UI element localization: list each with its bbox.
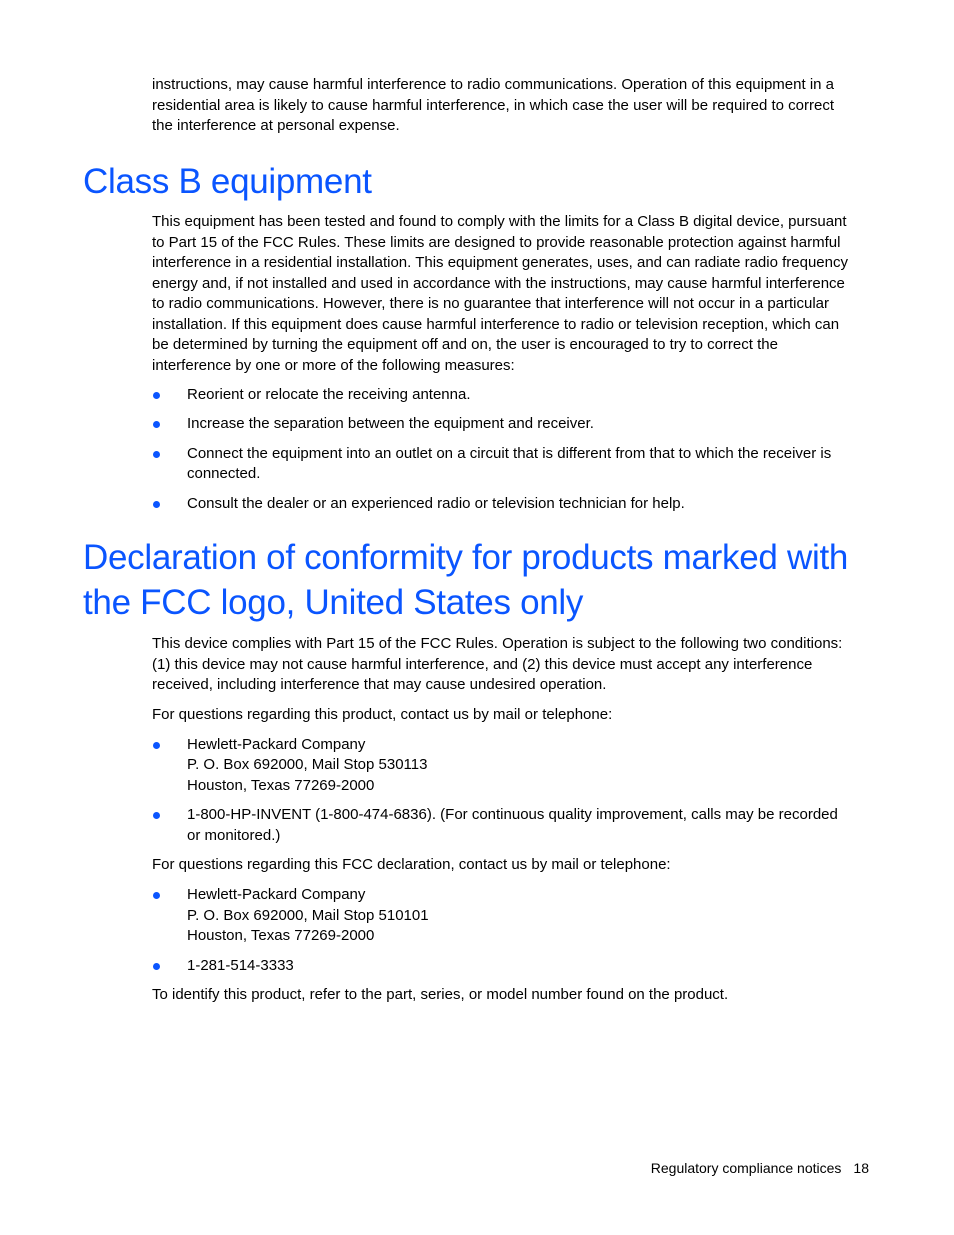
declaration-heading-line: the FCC logo, United States only [83,583,584,622]
list-item [152,444,864,485]
intro-line: instructions, may cause harmful interference to radio communications. Operation of this equipment in a [152,76,835,93]
list-item-text: Houston, Texas 77269-2000 [187,927,375,944]
fcc-contact-list [152,885,864,976]
class-b-section [152,212,864,514]
class-b-line: This equipment has been tested and found to comply with the limits for a Class B digital device, pursuant [152,213,847,230]
list-item-text: Connect the equipment into an outlet on a circuit that is different from that to which the receiver is [187,444,832,462]
list-item [152,414,864,435]
bullet-icon [153,421,160,428]
list-item [152,494,864,515]
closing-paragraph: To identify this product, refer to the part, series, or model number found on the product. [152,986,729,1003]
list-item-text: P. O. Box 692000, Mail Stop 530113 [187,756,428,773]
list-item-text: Increase the separation between the equipment and receiver. [187,415,594,432]
intro-line: residential area is likely to cause harmful interference, in which case the user will be required to correct [152,96,834,114]
list-item [152,385,864,406]
footer-section-title: Regulatory compliance notices [650,1160,842,1176]
intro-paragraph [152,75,864,137]
intro-line: the interference at personal expense. [152,117,400,134]
list-item-text: connected. [187,465,261,482]
class-b-heading: Class B equipment [83,162,372,201]
class-b-line: installation. If this equipment does cause harmful interference to radio or television reception, which can [152,315,840,333]
bullet-icon [153,742,160,749]
declaration-line: This device complies with Part 15 of the FCC Rules. Operation is subject to the following two conditions: [152,635,843,652]
declaration-line: (1) this device may not cause harmful interference, and (2) this device must accept any interference [152,655,813,673]
class-b-measures-list [152,385,864,515]
bullet-icon [153,501,160,508]
declaration-line: received, including interference that may cause undesired operation. [152,676,607,693]
class-b-line: be determined by turning the equipment off and on, the user is encouraged to try to correct the [152,336,778,353]
bullet-icon [153,892,160,899]
list-item-text: 1-800-HP-INVENT (1-800-474-6836). (For continuous quality improvement, calls may be recorded [187,806,838,823]
list-item [152,956,864,977]
class-b-line: to radio communications. However, there is no guarantee that interference will not occur in a particular [152,295,830,312]
product-contact-intro: For questions regarding this product, contact us by mail or telephone: [152,706,613,723]
class-b-line: interference by one or more of the following measures: [152,356,515,374]
declaration-heading [83,535,883,625]
list-item-text: Houston, Texas 77269-2000 [187,776,375,794]
page-number: 18 [853,1160,869,1176]
list-item-text: 1-281-514-3333 [187,956,294,974]
declaration-section [152,634,864,1006]
list-item [152,885,864,947]
fcc-contact-intro: For questions regarding this FCC declaration, contact us by mail or telephone: [152,856,671,873]
class-b-line: to Part 15 of the FCC Rules. These limits are designed to provide reasonable protection against harmful [152,233,841,251]
bullet-icon [153,963,160,970]
class-b-paragraph [152,212,864,376]
list-item-text: Reorient or relocate the receiving antenna. [187,385,471,403]
list-item-text: Hewlett-Packard Company [187,886,366,903]
product-contact-list [152,735,864,847]
declaration-paragraph [152,634,864,696]
bullet-icon [153,812,160,819]
class-b-line: interference in a residential installation. This equipment generates, uses, and can radiate radio frequency [152,254,848,271]
list-item-text: P. O. Box 692000, Mail Stop 510101 [187,906,429,924]
bullet-icon [153,392,160,399]
page-footer [651,1158,869,1178]
declaration-heading-line: Declaration of conformity for products marked with [83,538,849,577]
class-b-line: energy and, if not installed and used in accordance with the instructions, may cause harmful interference [152,274,845,292]
list-item [152,805,864,846]
list-item-text: Consult the dealer or an experienced radio or television technician for help. [187,494,685,512]
list-item-text: Hewlett-Packard Company [187,735,366,753]
list-item [152,735,864,797]
list-item-text: or monitored.) [187,826,281,844]
bullet-icon [153,451,160,458]
